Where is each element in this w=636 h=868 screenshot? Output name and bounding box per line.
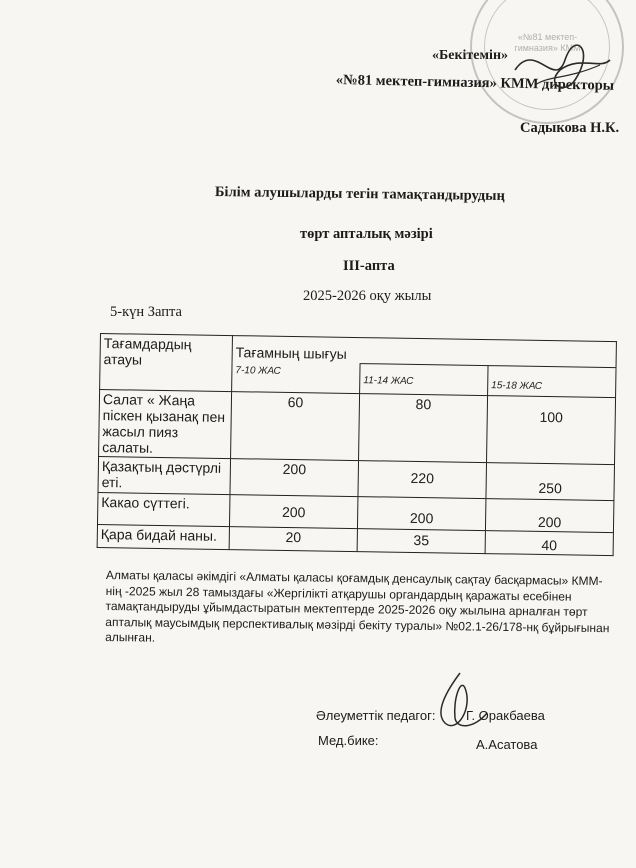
portion-7-10: 60	[231, 392, 360, 461]
age-15-18: 15-18 ЖАС	[488, 366, 616, 398]
title-line-1: Білім алушыларды тегін тамақтандырудың	[214, 184, 505, 205]
age-11-14: 11-14 ЖАС	[360, 364, 488, 396]
header-dish-name: Тағамдардың атауы	[100, 334, 233, 392]
portion-value: 40	[541, 536, 558, 554]
dish-name: Қазақтың дәстүрлі еті.	[98, 456, 231, 494]
director-signature	[505, 30, 615, 110]
nurse-name: А.Асатова	[476, 737, 538, 752]
school-year: 2025-2026 оқу жылы	[303, 288, 432, 304]
nurse-role: Мед.бике:	[318, 733, 379, 748]
approval-line-1: «Бекітемін»	[432, 48, 509, 63]
stamp-text: «№81 мектеп-гимназия» КММ	[514, 32, 581, 53]
social-pedagogue-name: Г. Оракбаева	[466, 708, 545, 723]
portion-7-10: 200	[229, 495, 357, 529]
portion-15-18: 100	[487, 396, 616, 465]
header-output: Тағамның шығуы	[232, 336, 616, 368]
table-header-row	[100, 334, 616, 368]
portion-value: 200	[409, 509, 434, 527]
approval-line-3: Садыкова Н.К.	[520, 120, 620, 136]
portion-value: 35	[413, 531, 430, 549]
table-row	[99, 390, 616, 465]
day-label: 5-күн Запта	[110, 304, 182, 320]
portion-15-18: 250	[486, 463, 615, 501]
dish-name: Какао сүттегі.	[97, 492, 229, 526]
portion-value: 200	[537, 513, 562, 531]
age-7-10: 7-10 ЖАС	[232, 362, 360, 394]
dish-name: Салат « Жаңа піскен қызанақ пен жасыл пияз салаты.	[99, 390, 232, 459]
portion-15-18	[485, 499, 614, 533]
menu-table	[97, 333, 617, 556]
dish-name: Қара бидай наны.	[97, 524, 229, 549]
approval-line-2: «№81 мектеп-гимназия» КММ директоры	[335, 72, 615, 94]
portion-15-18	[485, 531, 613, 556]
order-reference-note: Алматы қаласы әкімдігі «Алматы қаласы қоғамдық денсаулық сақтау басқармасы» КММ-нің -2025 жыл 28 тамыздағы «Жергілікті атқарушы органдардың қаражаты есебінен тамақтандыруды ұйымдастыратын мектептерде 2025-2026 оқу жылына арналған төрт апталық маусымдық перспективалық мәзірді бекіту туралы» №02.1-26/178-нқ бұйрығынан алынған.	[105, 568, 610, 645]
portion-11-14: 80	[359, 394, 488, 463]
week-label: ІІІ-апта	[343, 258, 395, 274]
portion-7-10: 20	[229, 527, 357, 552]
pedagogue-signature	[425, 668, 495, 738]
portion-11-14	[357, 497, 485, 531]
title-line-2: төрт апталық мәзірі	[300, 226, 433, 242]
social-pedagogue-role: Әлеуметтік педагог:	[316, 708, 436, 723]
portion-11-14: 220	[358, 461, 487, 499]
portion-7-10: 200	[230, 459, 359, 497]
portion-11-14	[357, 529, 485, 554]
